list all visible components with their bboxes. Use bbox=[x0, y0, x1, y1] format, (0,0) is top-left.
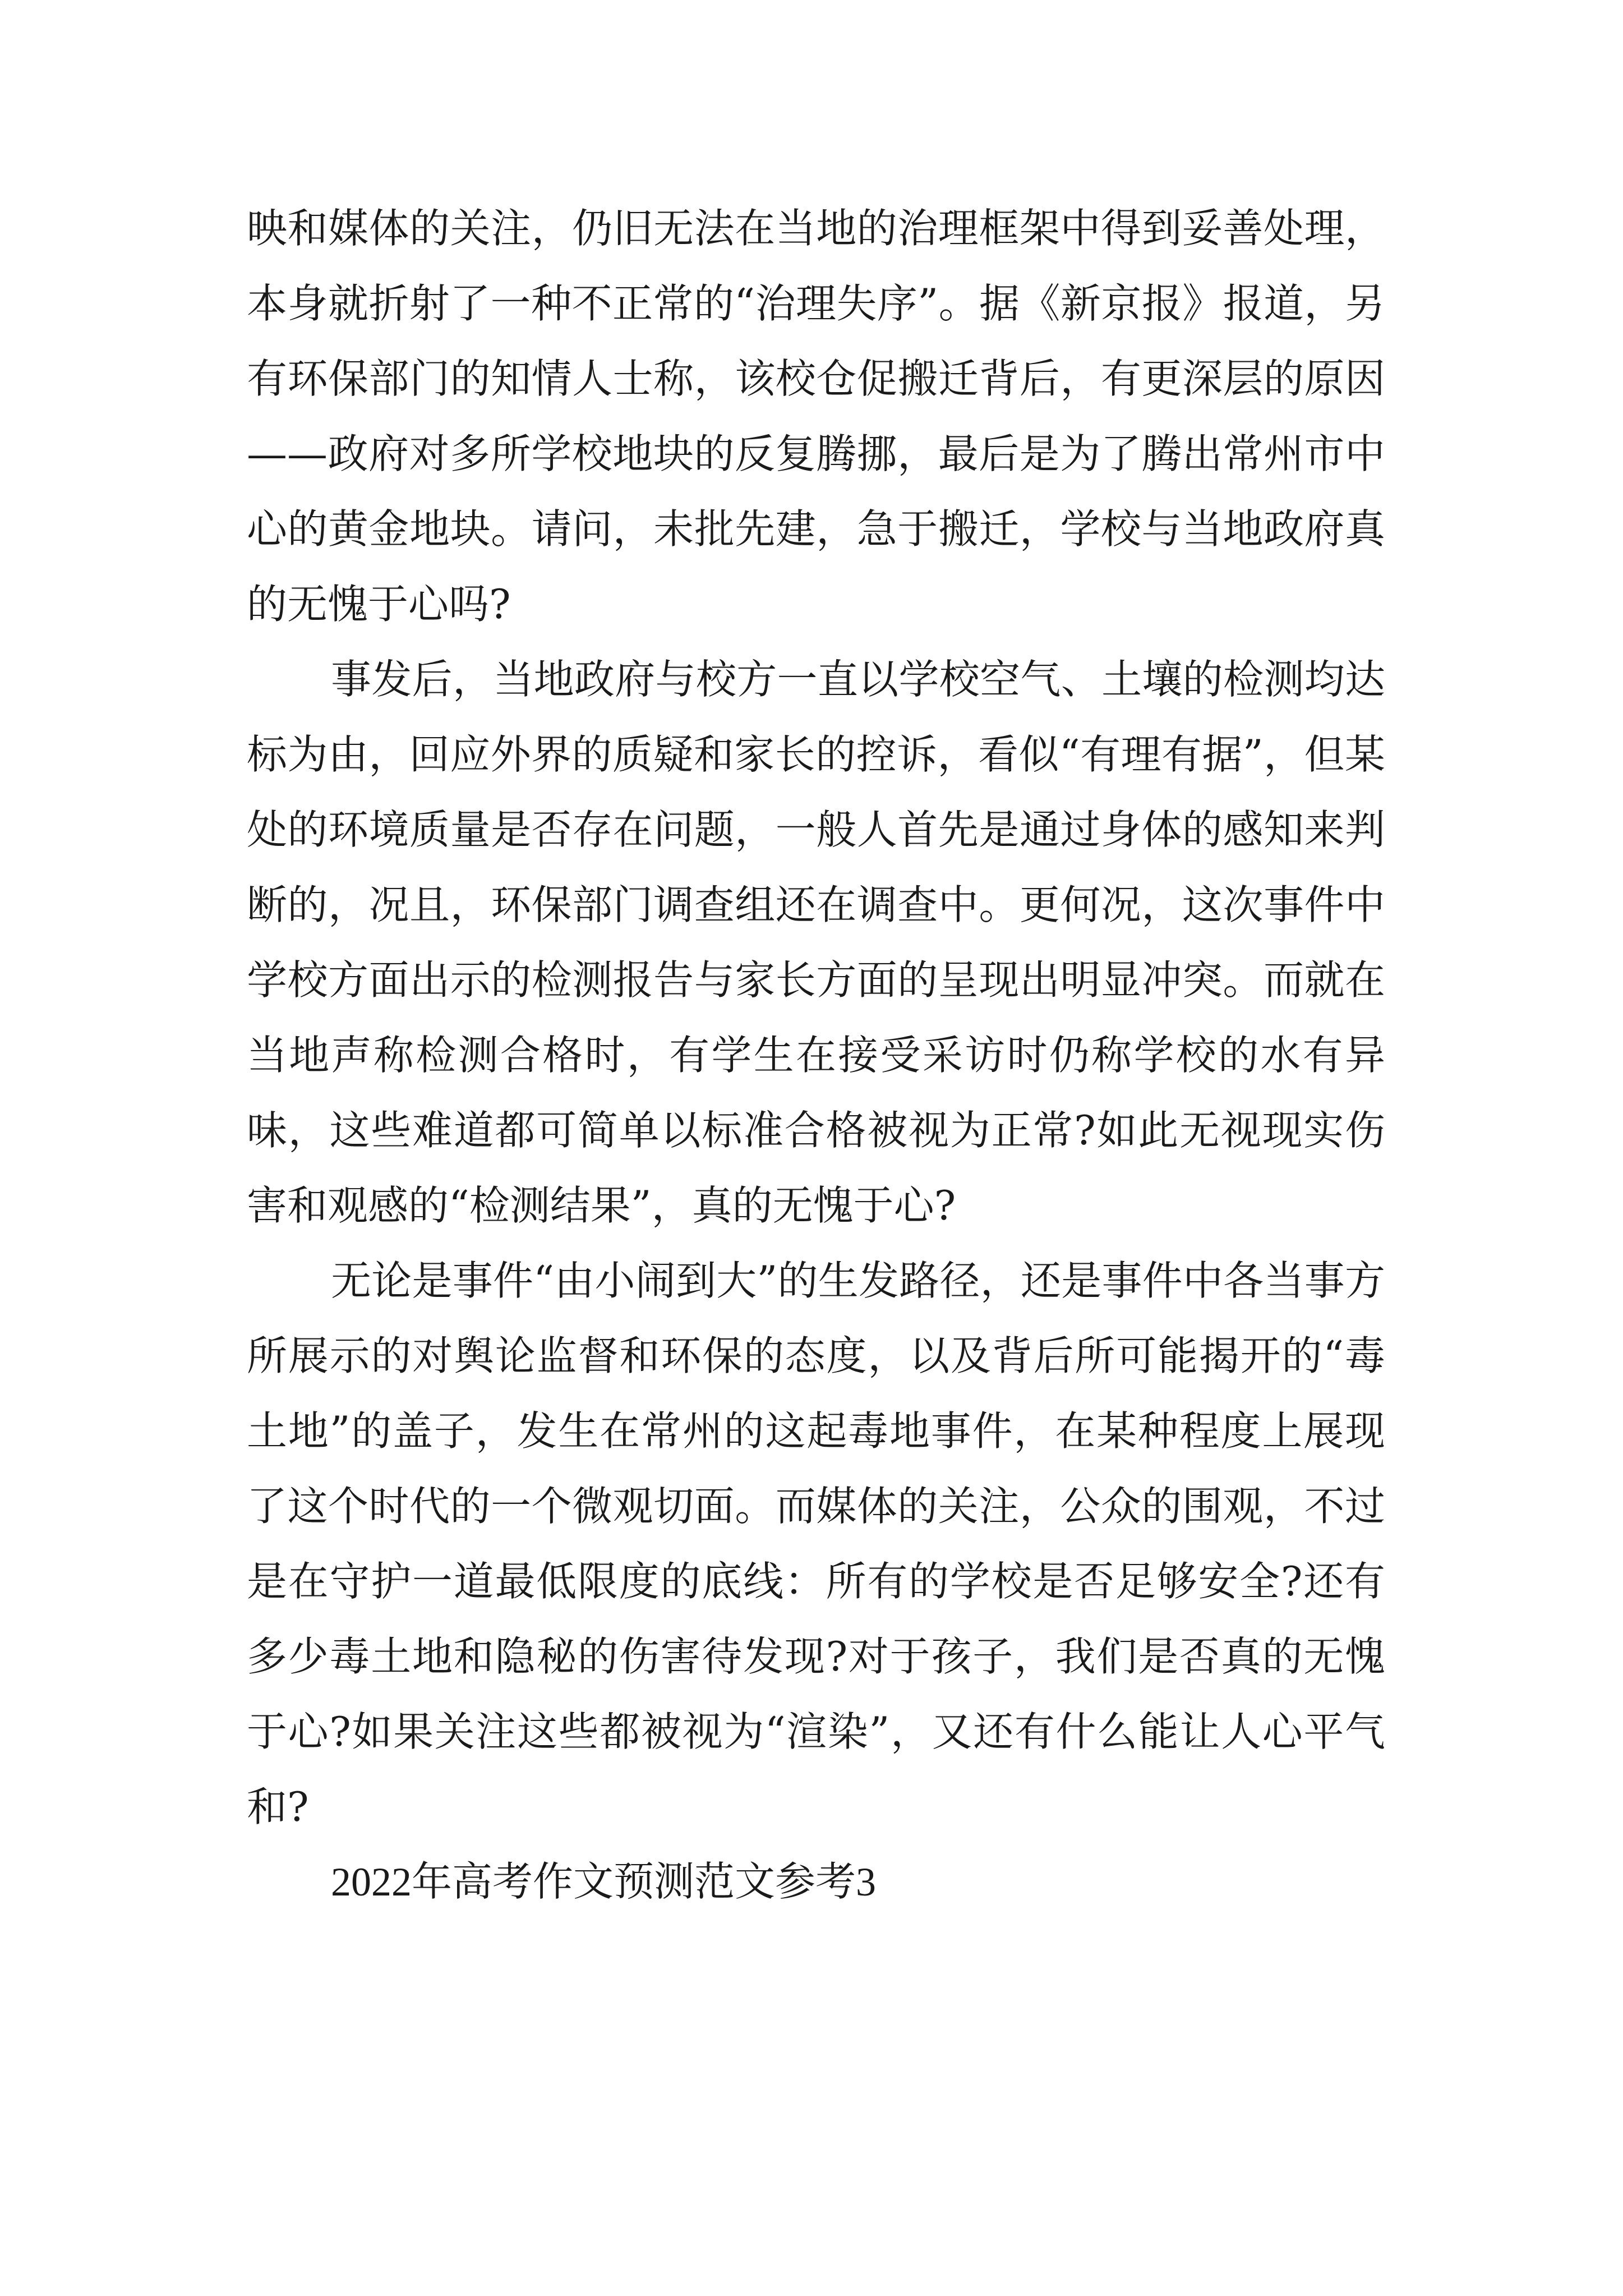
paragraph: 无论是事件“由小闹到大”的生发路径，还是事件中各当事方所展示的对舆论监督和环保的态度，以及背后所可能揭开的“毒土地”的盖子，发生在常州的这起毒地事件，在某种程度上展现了这个时代的一个微观切面。而媒体的关注，公众的围观，不过是在守护一道最低限度的底线：所有的学校是否足够安全?还有多少毒土地和隐秘的伤害待发现?对于孩子，我们是否真的无愧于心?如果关注这些都被视为“渲染”，又还有什么能让人心平气和? bbox=[247, 1257, 1385, 1830]
section-heading: 2022年高考作文预测范文参考3 bbox=[331, 1860, 877, 1904]
paragraph-continued: 映和媒体的关注，仍旧无法在当地的治理框架中得到妥善处理，本身就折射了一种不正常的“治理失序”。据《新京报》报道，另有环保部门的知情人士称，该校仓促搬迁背后，有更深层的原因——政府对多所学校地块的反复腾挪，最后是为了腾出常州市中心的黄金地块。请问，未批先建，急于搬迁，学校与当地政府真的无愧于心吗? bbox=[247, 205, 1385, 628]
paragraph: 事发后，当地政府与校方一直以学校空气、土壤的检测均达标为由，回应外界的质疑和家长的控诉，看似“有理有据”，但某处的环境质量是否存在问题，一般人首先是通过身体的感知来判断的，况且，环保部门调查组还在调查中。更何况，这次事件中学校方面出示的检测报告与家长方面的呈现出明显冲突。而就在当地声称检测合格时，有学生在接受采访时仍称学校的水有异味，这些难道都可简单以标准合格被视为正常?如此无视现实伤害和观感的“检测结果”，真的无愧于心? bbox=[247, 656, 1385, 1229]
document-body bbox=[247, 191, 1385, 1920]
